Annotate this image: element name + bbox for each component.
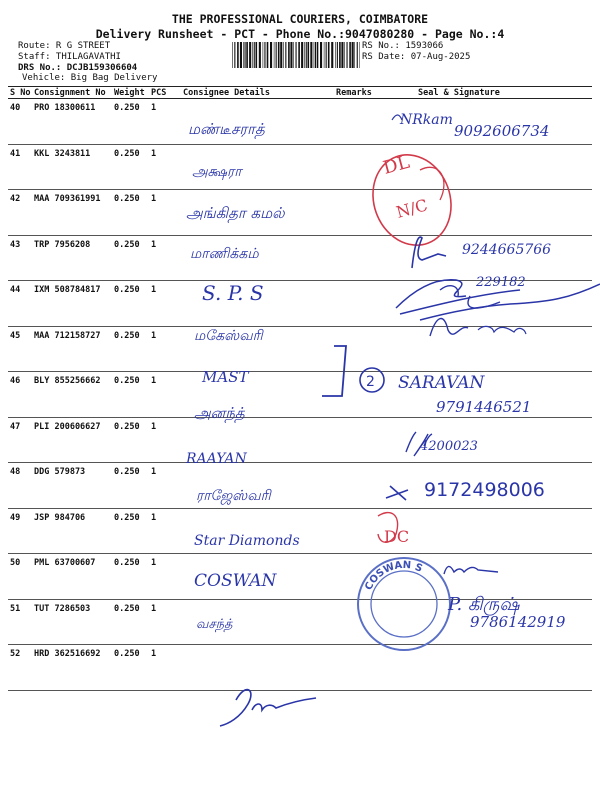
cell-consignment: TUT 7286503 (32, 599, 112, 645)
cell-weight: 0.250 (112, 599, 149, 645)
barcode-bar (252, 42, 253, 68)
barcode-bar (240, 42, 242, 68)
drs-label: DRS No.: DCJB159306604 (18, 63, 138, 73)
cell-pcs: 1 (149, 645, 181, 691)
barcode-bar (254, 42, 255, 68)
barcode-bar (301, 42, 303, 68)
cell-pcs: 1 (149, 99, 181, 145)
cell-consignment: BLY 855256662 (32, 372, 112, 418)
cell-weight: 0.250 (112, 281, 149, 327)
cell-consignee (181, 326, 334, 372)
cell-pcs: 1 (149, 372, 181, 418)
staff-label: Staff: THILAGAVATHI (18, 52, 121, 62)
cell-consignee (181, 281, 334, 327)
barcode-bar (360, 42, 361, 68)
barcode-bar (296, 42, 297, 68)
barcode-bar (349, 42, 351, 68)
col-remarks: Remarks (334, 87, 392, 99)
barcode-bar (347, 42, 348, 68)
cell-remarks (334, 463, 392, 509)
cell-weight: 0.250 (112, 372, 149, 418)
consignee-hw-4: மாணிக்கம் (190, 246, 259, 262)
barcode-bar (267, 42, 269, 68)
cell-consignee (181, 235, 334, 281)
cell-signature (392, 554, 592, 600)
barcode-bar (304, 42, 305, 68)
consignee-hw-11: Star Diamonds (194, 533, 300, 549)
cell-remarks (334, 281, 392, 327)
barcode-bar (310, 42, 312, 68)
cell-remarks (334, 417, 392, 463)
barcode-bar (314, 42, 315, 68)
cell-weight: 0.250 (112, 144, 149, 190)
col-weight: Weight (112, 87, 149, 99)
table-row (8, 508, 592, 554)
table-row (8, 417, 592, 463)
cell-pcs: 1 (149, 599, 181, 645)
barcode-bar (308, 42, 310, 68)
barcode-bar (264, 42, 265, 68)
cell-consignment: PLI 200606627 (32, 417, 112, 463)
consignee-hw-2: அக்ஷரா (192, 164, 242, 180)
cell-consignee (181, 99, 334, 145)
cell-remarks (334, 508, 392, 554)
cell-weight: 0.250 (112, 235, 149, 281)
cell-weight: 0.250 (112, 190, 149, 236)
cell-consignee (181, 554, 334, 600)
cell-remarks (334, 599, 392, 645)
barcode-bar (243, 42, 244, 68)
col-sno: S No (10, 87, 31, 98)
cell-consignment: HRD 362516692 (32, 645, 112, 691)
signature-hw-2: SARAVAN (398, 373, 485, 393)
barcode-bar (256, 42, 258, 68)
barcode-bar (263, 42, 264, 68)
phone-hw-1: 9092606734 (454, 122, 550, 140)
cell-signature (392, 235, 592, 281)
cell-pcs: 1 (149, 508, 181, 554)
barcode-bar (357, 42, 358, 68)
cell-remarks (334, 645, 392, 691)
consignee-hw-9: RAAYAN (186, 451, 247, 467)
cell-remarks (334, 326, 392, 372)
barcode-bar (259, 42, 261, 68)
table-row (8, 326, 592, 372)
phone-hw-5: 4200023 (420, 439, 478, 454)
barcode-bar (290, 42, 292, 68)
cell-signature (392, 190, 592, 236)
cell-pcs: 1 (149, 554, 181, 600)
cell-remarks (334, 190, 392, 236)
header-subtitle: Delivery Runsheet - PCT - Phone No.:9047080280 - Page No.:4 (95, 27, 505, 41)
barcode (232, 42, 360, 68)
dl-mark: DL (380, 151, 412, 179)
stamp: COSWAN S (363, 559, 424, 593)
cell-pcs: 1 (149, 463, 181, 509)
cell-consignee (181, 508, 334, 554)
cell-sno: 51 (8, 599, 32, 645)
barcode-bar (245, 42, 246, 68)
cell-consignee (181, 463, 334, 509)
col-signature: Seal & Signature (392, 87, 592, 99)
phone-hw-7: 9786142919 (470, 613, 566, 631)
cell-pcs: 1 (149, 235, 181, 281)
cell-remarks (334, 144, 392, 190)
phone-hw-6: 9172498006 (424, 479, 545, 501)
cell-remarks (334, 372, 392, 418)
cell-weight: 0.250 (112, 326, 149, 372)
cell-remarks (334, 554, 392, 600)
barcode-bar (232, 42, 233, 68)
barcode-bar (274, 42, 275, 68)
barcode-bar (341, 42, 343, 68)
cell-signature (392, 645, 592, 691)
barcode-bar (326, 42, 327, 68)
cell-weight: 0.250 (112, 645, 149, 691)
cell-weight: 0.250 (112, 99, 149, 145)
barcode-bar (293, 42, 294, 68)
consignee-hw-12: COSWAN (194, 571, 277, 591)
table-row (8, 99, 592, 145)
barcode-bar (237, 42, 239, 68)
cell-consignment: PRO 18300611 (32, 99, 112, 145)
cell-sno: 49 (8, 508, 32, 554)
nc-mark: N/C (394, 195, 430, 222)
col-consignment: Consignment No (32, 87, 112, 99)
barcode-bar (344, 42, 345, 68)
barcode-bar (249, 42, 251, 68)
barcode-bar (354, 42, 355, 68)
circled-number: 2 (366, 374, 375, 390)
table-row (8, 372, 592, 418)
barcode-bar (234, 42, 235, 68)
table-row (8, 144, 592, 190)
table-header-row (8, 87, 592, 99)
table-row (8, 235, 592, 281)
barcode-bar (324, 42, 325, 68)
dc-mark: DC (384, 527, 410, 546)
barcode-bar (285, 42, 286, 68)
consignee-hw-5: S. P. S (202, 281, 264, 305)
barcode-bar (337, 42, 338, 68)
col-consignee: Consignee Details (181, 87, 334, 99)
cell-consignee (181, 144, 334, 190)
cell-consignee (181, 599, 334, 645)
rs-date-label: RS Date: 07-Aug-2025 (362, 52, 471, 62)
consignee-hw-6: மகேஸ்வரி (194, 328, 263, 344)
cell-pcs: 1 (149, 281, 181, 327)
consignee-hw-10: ராஜேஸ்வரி (196, 488, 271, 504)
cell-signature (392, 326, 592, 372)
consignee-hw-13: வசந்த் (196, 617, 233, 632)
cell-sno: 52 (8, 645, 32, 691)
cell-signature (392, 463, 592, 509)
barcode-bar (283, 42, 284, 68)
consignee-hw-1: மண்டீசராத் (188, 120, 265, 138)
barcode-bar (288, 42, 290, 68)
cell-remarks (334, 235, 392, 281)
barcode-bar (352, 42, 354, 68)
vehicle-label: Vehicle: Big Bag Delivery (22, 73, 158, 83)
barcode-bar (315, 42, 316, 68)
cell-consignment: MAA 709361991 (32, 190, 112, 236)
cell-weight: 0.250 (112, 508, 149, 554)
signature-hw-1: NRkam (400, 112, 453, 128)
table-row (8, 599, 592, 645)
col-pcs: PCS (149, 87, 181, 99)
table-row (8, 190, 592, 236)
cell-pcs: 1 (149, 190, 181, 236)
cell-consignee (181, 645, 334, 691)
cell-sno: 45 (8, 326, 32, 372)
cell-sno: 43 (8, 235, 32, 281)
cell-consignee (181, 372, 334, 418)
cell-sno: 48 (8, 463, 32, 509)
cell-sno: 46 (8, 372, 32, 418)
cell-consignment: JSP 984706 (32, 508, 112, 554)
barcode-bar (280, 42, 282, 68)
cell-sno: 47 (8, 417, 32, 463)
cell-sno: 40 (8, 99, 32, 145)
cell-consignment: MAA 712158727 (32, 326, 112, 372)
runsheet-table (8, 86, 592, 691)
cell-consignment: TRP 7956208 (32, 235, 112, 281)
cell-weight: 0.250 (112, 417, 149, 463)
cell-pcs: 1 (149, 144, 181, 190)
consignee-hw-3: அங்கிதா கமல் (186, 204, 285, 222)
cell-consignment: KKL 3243811 (32, 144, 112, 190)
table-row (8, 463, 592, 509)
bottom-signature: Sn (300, 692, 302, 693)
cell-signature (392, 599, 592, 645)
cell-signature (392, 508, 592, 554)
cell-sno: 41 (8, 144, 32, 190)
barcode-bar (331, 42, 333, 68)
table-row (8, 281, 592, 327)
cell-consignment: DDG 579873 (32, 463, 112, 509)
table-row (8, 554, 592, 600)
table-row (8, 645, 592, 691)
phone-hw-2: 9244665766 (462, 242, 552, 258)
header-title: THE PROFESSIONAL COURIERS, COIMBATORE (171, 12, 429, 26)
consignee-hw-8: அனந்த் (194, 404, 245, 422)
phone-hw-4: 9791446521 (436, 398, 532, 416)
cell-consignment: IXM 508784817 (32, 281, 112, 327)
rs-no-label: RS No.: 1593066 (362, 41, 444, 51)
barcode-bar (328, 42, 330, 68)
phone-hw-3: 229182 (476, 275, 526, 290)
cell-consignee (181, 417, 334, 463)
barcode-bar (270, 42, 272, 68)
barcode-bar (276, 42, 277, 68)
cell-sno: 42 (8, 190, 32, 236)
route-label: Route: R G STREET (18, 41, 111, 51)
signature-hw-3: P. கிருஷ் (448, 594, 520, 615)
consignee-hw-7: MAST (202, 368, 249, 386)
cell-signature (392, 281, 592, 327)
barcode-bar (335, 42, 336, 68)
cell-weight: 0.250 (112, 554, 149, 600)
barcode-bar (339, 42, 341, 68)
cell-signature (392, 417, 592, 463)
cell-signature (392, 144, 592, 190)
cell-remarks (334, 99, 392, 145)
cell-signature (392, 372, 592, 418)
cell-pcs: 1 (149, 326, 181, 372)
barcode-bar (317, 42, 319, 68)
cell-sno: 44 (8, 281, 32, 327)
cell-consignee (181, 190, 334, 236)
cell-sno: 50 (8, 554, 32, 600)
barcode-bar (320, 42, 322, 68)
cell-consignment: PML 63700607 (32, 554, 112, 600)
barcode-bar (278, 42, 280, 68)
barcode-bar (306, 42, 307, 68)
cell-signature (392, 99, 592, 145)
barcode-bar (246, 42, 248, 68)
cell-weight: 0.250 (112, 463, 149, 509)
barcode-bar (298, 42, 300, 68)
cell-pcs: 1 (149, 417, 181, 463)
